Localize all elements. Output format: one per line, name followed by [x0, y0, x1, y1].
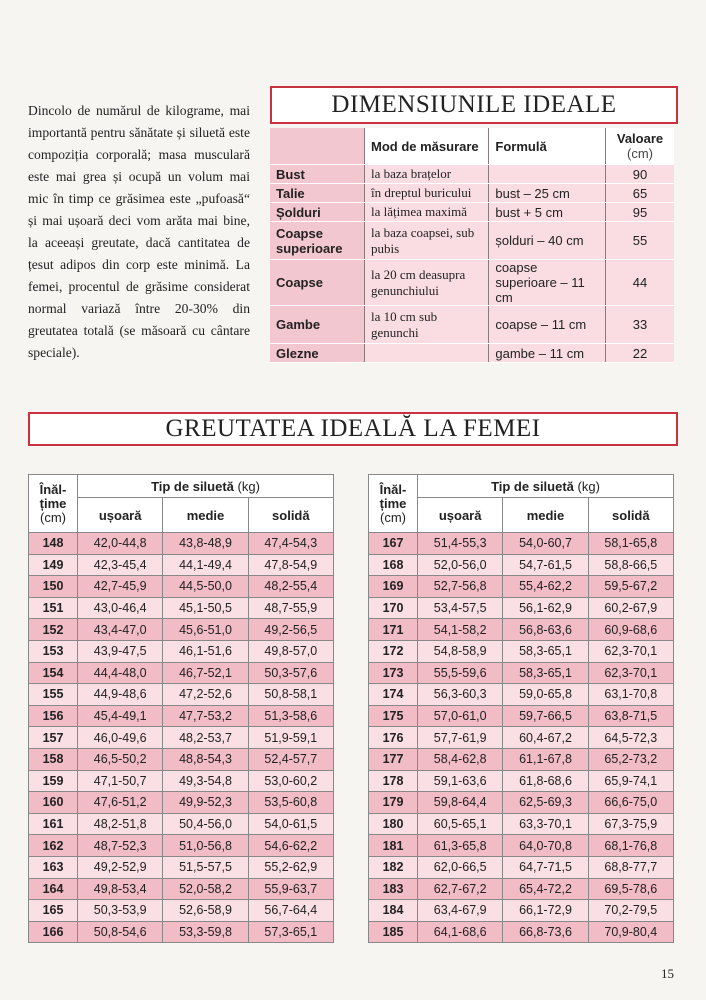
table-row	[29, 900, 334, 922]
table-row	[369, 705, 674, 727]
solid-range-cell: 64,5-72,3	[588, 727, 673, 749]
light-range-cell: 53,4-57,5	[418, 597, 503, 619]
medium-range-cell: 54,7-61,5	[503, 554, 588, 576]
header-light: ușoară	[78, 498, 163, 533]
light-range-cell: 50,3-53,9	[78, 900, 163, 922]
header-silhouette-type	[418, 475, 674, 498]
height-cell: 161	[29, 813, 78, 835]
header-solid: solidă	[588, 498, 673, 533]
dimension-row	[270, 222, 674, 260]
light-range-cell: 48,7-52,3	[78, 835, 163, 857]
table-row	[29, 533, 334, 555]
solid-range-cell: 70,9-80,4	[588, 921, 673, 943]
light-range-cell: 54,8-58,9	[418, 640, 503, 662]
height-cell: 149	[29, 554, 78, 576]
dimension-value: 65	[606, 184, 675, 203]
dimension-formula: coapse – 11 cm	[489, 306, 606, 344]
light-range-cell: 44,4-48,0	[78, 662, 163, 684]
table-row	[29, 576, 334, 598]
dimension-value: 95	[606, 203, 675, 222]
light-range-cell: 44,9-48,6	[78, 684, 163, 706]
table-row	[369, 878, 674, 900]
medium-range-cell: 45,1-50,5	[163, 597, 248, 619]
table-row	[369, 554, 674, 576]
height-cell: 159	[29, 770, 78, 792]
header-type-label: Tip de siluetă	[151, 478, 234, 494]
dimension-name: Gambe	[270, 306, 365, 344]
height-cell: 181	[369, 835, 418, 857]
light-range-cell: 49,2-52,9	[78, 856, 163, 878]
table-row	[29, 921, 334, 943]
light-range-cell: 60,5-65,1	[418, 813, 503, 835]
height-cell: 157	[29, 727, 78, 749]
medium-range-cell: 48,8-54,3	[163, 748, 248, 770]
height-cell: 184	[369, 900, 418, 922]
table-row	[369, 662, 674, 684]
solid-range-cell: 63,1-70,8	[588, 684, 673, 706]
light-range-cell: 46,0-49,6	[78, 727, 163, 749]
dimension-formula: șolduri – 40 cm	[489, 222, 606, 260]
header-silhouette-type	[78, 475, 334, 498]
dimensions-header-row	[270, 128, 674, 165]
medium-range-cell: 50,4-56,0	[163, 813, 248, 835]
height-cell: 167	[369, 533, 418, 555]
medium-range-cell: 45,6-51,0	[163, 619, 248, 641]
light-range-cell: 42,7-45,9	[78, 576, 163, 598]
header-light: ușoară	[418, 498, 503, 533]
table-row	[369, 813, 674, 835]
header-value-label: Valoare	[616, 131, 664, 146]
light-range-cell: 43,9-47,5	[78, 640, 163, 662]
table-row	[29, 554, 334, 576]
dimension-method: în dreptul buricului	[365, 184, 489, 203]
dimension-row	[270, 306, 674, 344]
height-cell: 169	[369, 576, 418, 598]
dimension-row	[270, 184, 674, 203]
solid-range-cell: 58,1-65,8	[588, 533, 673, 555]
dimension-method: la 10 cm sub genunchi	[365, 306, 489, 344]
height-cell: 154	[29, 662, 78, 684]
header-height	[29, 475, 78, 533]
light-range-cell: 46,5-50,2	[78, 748, 163, 770]
height-cell: 180	[369, 813, 418, 835]
header-height-label: Înăl-țime	[39, 481, 67, 511]
solid-range-cell: 53,5-60,8	[248, 792, 333, 814]
medium-range-cell: 58,3-65,1	[503, 640, 588, 662]
dimension-name: Talie	[270, 184, 365, 203]
header-solid: solidă	[248, 498, 333, 533]
header-medium: medie	[503, 498, 588, 533]
dimensions-table	[270, 128, 674, 363]
solid-range-cell: 67,3-75,9	[588, 813, 673, 835]
solid-range-cell: 54,6-62,2	[248, 835, 333, 857]
height-cell: 156	[29, 705, 78, 727]
dimension-method: la 20 cm deasupra genunchiului	[365, 260, 489, 306]
solid-range-cell: 69,5-78,6	[588, 878, 673, 900]
solid-range-cell: 65,2-73,2	[588, 748, 673, 770]
table-row	[29, 684, 334, 706]
light-range-cell: 57,0-61,0	[418, 705, 503, 727]
table-row	[29, 792, 334, 814]
table-row	[369, 900, 674, 922]
weight-table-right	[368, 474, 674, 943]
light-range-cell: 52,7-56,8	[418, 576, 503, 598]
header-value-unit: (cm)	[627, 146, 653, 161]
medium-range-cell: 49,3-54,8	[163, 770, 248, 792]
solid-range-cell: 48,7-55,9	[248, 597, 333, 619]
light-range-cell: 42,3-45,4	[78, 554, 163, 576]
header-height-label: Înăl-țime	[379, 481, 407, 511]
solid-range-cell: 65,9-74,1	[588, 770, 673, 792]
header-type-label: Tip de siluetă	[491, 478, 574, 494]
solid-range-cell: 51,9-59,1	[248, 727, 333, 749]
height-cell: 166	[29, 921, 78, 943]
dimension-method: la lățimea maximă	[365, 203, 489, 222]
table-row	[369, 748, 674, 770]
height-cell: 163	[29, 856, 78, 878]
solid-range-cell: 60,9-68,6	[588, 619, 673, 641]
table-row	[29, 856, 334, 878]
solid-range-cell: 63,8-71,5	[588, 705, 673, 727]
dimension-method: la baza brațelor	[365, 165, 489, 184]
medium-range-cell: 63,3-70,1	[503, 813, 588, 835]
dimension-row	[270, 344, 674, 363]
table-row	[29, 770, 334, 792]
medium-range-cell: 56,1-62,9	[503, 597, 588, 619]
table-row	[29, 748, 334, 770]
dimension-formula: gambe – 11 cm	[489, 344, 606, 363]
header-height	[369, 475, 418, 533]
table-row	[369, 792, 674, 814]
header-type-unit: (kg)	[577, 478, 600, 494]
solid-range-cell: 50,8-58,1	[248, 684, 333, 706]
table-row	[369, 619, 674, 641]
light-range-cell: 54,1-58,2	[418, 619, 503, 641]
height-cell: 178	[369, 770, 418, 792]
medium-range-cell: 54,0-60,7	[503, 533, 588, 555]
light-range-cell: 50,8-54,6	[78, 921, 163, 943]
solid-range-cell: 62,3-70,1	[588, 640, 673, 662]
table-row	[29, 835, 334, 857]
dimension-value: 33	[606, 306, 675, 344]
medium-range-cell: 59,0-65,8	[503, 684, 588, 706]
weight-table-left	[28, 474, 334, 943]
medium-range-cell: 48,2-53,7	[163, 727, 248, 749]
light-range-cell: 43,0-46,4	[78, 597, 163, 619]
height-cell: 164	[29, 878, 78, 900]
solid-range-cell: 56,7-64,4	[248, 900, 333, 922]
medium-range-cell: 66,1-72,9	[503, 900, 588, 922]
light-range-cell: 59,8-64,4	[418, 792, 503, 814]
dimension-row	[270, 165, 674, 184]
height-cell: 185	[369, 921, 418, 943]
solid-range-cell: 66,6-75,0	[588, 792, 673, 814]
table-row	[29, 619, 334, 641]
table-row	[369, 856, 674, 878]
table-row	[369, 770, 674, 792]
dimension-formula	[489, 165, 606, 184]
height-cell: 151	[29, 597, 78, 619]
table-row	[29, 662, 334, 684]
height-cell: 162	[29, 835, 78, 857]
medium-range-cell: 64,0-70,8	[503, 835, 588, 857]
header-type-unit: (kg)	[237, 478, 260, 494]
solid-range-cell: 68,8-77,7	[588, 856, 673, 878]
height-cell: 183	[369, 878, 418, 900]
solid-range-cell: 57,3-65,1	[248, 921, 333, 943]
light-range-cell: 42,0-44,8	[78, 533, 163, 555]
medium-range-cell: 59,7-66,5	[503, 705, 588, 727]
solid-range-cell: 53,0-60,2	[248, 770, 333, 792]
height-cell: 155	[29, 684, 78, 706]
medium-range-cell: 52,0-58,2	[163, 878, 248, 900]
solid-range-cell: 51,3-58,6	[248, 705, 333, 727]
dimensions-title: DIMENSIUNILE IDEALE	[270, 86, 678, 124]
medium-range-cell: 43,8-48,9	[163, 533, 248, 555]
medium-range-cell: 56,8-63,6	[503, 619, 588, 641]
height-cell: 170	[369, 597, 418, 619]
solid-range-cell: 55,2-62,9	[248, 856, 333, 878]
dimension-name: Coapse superioare	[270, 222, 365, 260]
height-cell: 175	[369, 705, 418, 727]
table-row	[29, 727, 334, 749]
light-range-cell: 49,8-53,4	[78, 878, 163, 900]
medium-range-cell: 61,8-68,6	[503, 770, 588, 792]
height-cell: 165	[29, 900, 78, 922]
height-cell: 177	[369, 748, 418, 770]
medium-range-cell: 66,8-73,6	[503, 921, 588, 943]
medium-range-cell: 52,6-58,9	[163, 900, 248, 922]
solid-range-cell: 48,2-55,4	[248, 576, 333, 598]
light-range-cell: 58,4-62,8	[418, 748, 503, 770]
header-value	[606, 128, 675, 165]
height-cell: 153	[29, 640, 78, 662]
table-row	[369, 835, 674, 857]
medium-range-cell: 47,7-53,2	[163, 705, 248, 727]
dimension-value: 44	[606, 260, 675, 306]
medium-range-cell: 58,3-65,1	[503, 662, 588, 684]
dimension-method	[365, 344, 489, 363]
light-range-cell: 47,6-51,2	[78, 792, 163, 814]
dimension-value: 22	[606, 344, 675, 363]
solid-range-cell: 50,3-57,6	[248, 662, 333, 684]
dimension-row	[270, 203, 674, 222]
height-cell: 148	[29, 533, 78, 555]
weight-header-row	[369, 475, 674, 498]
header-formula: Formulă	[489, 128, 606, 165]
solid-range-cell: 68,1-76,8	[588, 835, 673, 857]
page-number: 15	[661, 966, 674, 981]
dimension-name: Glezne	[270, 344, 365, 363]
light-range-cell: 56,3-60,3	[418, 684, 503, 706]
medium-range-cell: 64,7-71,5	[503, 856, 588, 878]
height-cell: 160	[29, 792, 78, 814]
dimension-name: Coapse	[270, 260, 365, 306]
table-row	[369, 597, 674, 619]
solid-range-cell: 49,8-57,0	[248, 640, 333, 662]
height-cell: 174	[369, 684, 418, 706]
header-height-unit: (cm)	[40, 509, 66, 525]
medium-range-cell: 65,4-72,2	[503, 878, 588, 900]
height-cell: 172	[369, 640, 418, 662]
solid-range-cell: 47,4-54,3	[248, 533, 333, 555]
medium-range-cell: 44,5-50,0	[163, 576, 248, 598]
medium-range-cell: 53,3-59,8	[163, 921, 248, 943]
height-cell: 171	[369, 619, 418, 641]
light-range-cell: 43,4-47,0	[78, 619, 163, 641]
solid-range-cell: 60,2-67,9	[588, 597, 673, 619]
medium-range-cell: 49,9-52,3	[163, 792, 248, 814]
table-row	[369, 684, 674, 706]
solid-range-cell: 52,4-57,7	[248, 748, 333, 770]
dimension-method: la baza coapsei, sub pubis	[365, 222, 489, 260]
medium-range-cell: 51,0-56,8	[163, 835, 248, 857]
light-range-cell: 63,4-67,9	[418, 900, 503, 922]
table-row	[29, 640, 334, 662]
light-range-cell: 55,5-59,6	[418, 662, 503, 684]
solid-range-cell: 54,0-61,5	[248, 813, 333, 835]
height-cell: 168	[369, 554, 418, 576]
light-range-cell: 61,3-65,8	[418, 835, 503, 857]
height-cell: 158	[29, 748, 78, 770]
medium-range-cell: 44,1-49,4	[163, 554, 248, 576]
solid-range-cell: 59,5-67,2	[588, 576, 673, 598]
table-row	[29, 705, 334, 727]
medium-range-cell: 60,4-67,2	[503, 727, 588, 749]
solid-range-cell: 49,2-56,5	[248, 619, 333, 641]
table-row	[369, 921, 674, 943]
light-range-cell: 45,4-49,1	[78, 705, 163, 727]
header-method: Mod de măsurare	[365, 128, 489, 165]
dimensions-header-blank	[270, 128, 365, 165]
height-cell: 182	[369, 856, 418, 878]
light-range-cell: 62,7-67,2	[418, 878, 503, 900]
intro-paragraph: Dincolo de numărul de kilograme, mai importantă pentru sănătate și siluetă este compoziția corporală; masa musculară este mai grea și ocupă un volum mai mic în timp ce grăsimea este „pufoasă“ și mai ușoară deci vom arăta mai bine, la aceeași greutate, dacă cantitatea de țesut adipos din corp este minimă. La femei, procentul de grăsime considerat normal variază între 20-30% din greutatea totală (se măsoară cu cântare speciale).	[28, 102, 250, 360]
table-row	[29, 597, 334, 619]
ideal-weight-title: GREUTATEA IDEALĂ LA FEMEI	[28, 412, 678, 446]
dimension-name: Șolduri	[270, 203, 365, 222]
light-range-cell: 62,0-66,5	[418, 856, 503, 878]
solid-range-cell: 58,8-66,5	[588, 554, 673, 576]
solid-range-cell: 47,8-54,9	[248, 554, 333, 576]
light-range-cell: 59,1-63,6	[418, 770, 503, 792]
light-range-cell: 47,1-50,7	[78, 770, 163, 792]
table-row	[369, 576, 674, 598]
height-cell: 179	[369, 792, 418, 814]
table-row	[369, 533, 674, 555]
medium-range-cell: 62,5-69,3	[503, 792, 588, 814]
light-range-cell: 48,2-51,8	[78, 813, 163, 835]
table-row	[29, 878, 334, 900]
height-cell: 173	[369, 662, 418, 684]
height-cell: 152	[29, 619, 78, 641]
dimension-value: 55	[606, 222, 675, 260]
table-row	[29, 813, 334, 835]
light-range-cell: 64,1-68,6	[418, 921, 503, 943]
dimension-row	[270, 260, 674, 306]
height-cell: 176	[369, 727, 418, 749]
solid-range-cell: 62,3-70,1	[588, 662, 673, 684]
header-medium: medie	[163, 498, 248, 533]
solid-range-cell: 55,9-63,7	[248, 878, 333, 900]
header-height-unit: (cm)	[380, 509, 406, 525]
medium-range-cell: 51,5-57,5	[163, 856, 248, 878]
table-row	[369, 727, 674, 749]
dimension-formula: coapse superioare – 11 cm	[489, 260, 606, 306]
light-range-cell: 51,4-55,3	[418, 533, 503, 555]
medium-range-cell: 47,2-52,6	[163, 684, 248, 706]
dimension-value: 90	[606, 165, 675, 184]
light-range-cell: 52,0-56,0	[418, 554, 503, 576]
medium-range-cell: 55,4-62,2	[503, 576, 588, 598]
dimension-formula: bust – 25 cm	[489, 184, 606, 203]
table-row	[369, 640, 674, 662]
medium-range-cell: 46,7-52,1	[163, 662, 248, 684]
dimension-formula: bust + 5 cm	[489, 203, 606, 222]
medium-range-cell: 61,1-67,8	[503, 748, 588, 770]
light-range-cell: 57,7-61,9	[418, 727, 503, 749]
medium-range-cell: 46,1-51,6	[163, 640, 248, 662]
weight-header-row	[29, 475, 334, 498]
solid-range-cell: 70,2-79,5	[588, 900, 673, 922]
height-cell: 150	[29, 576, 78, 598]
dimension-name: Bust	[270, 165, 365, 184]
